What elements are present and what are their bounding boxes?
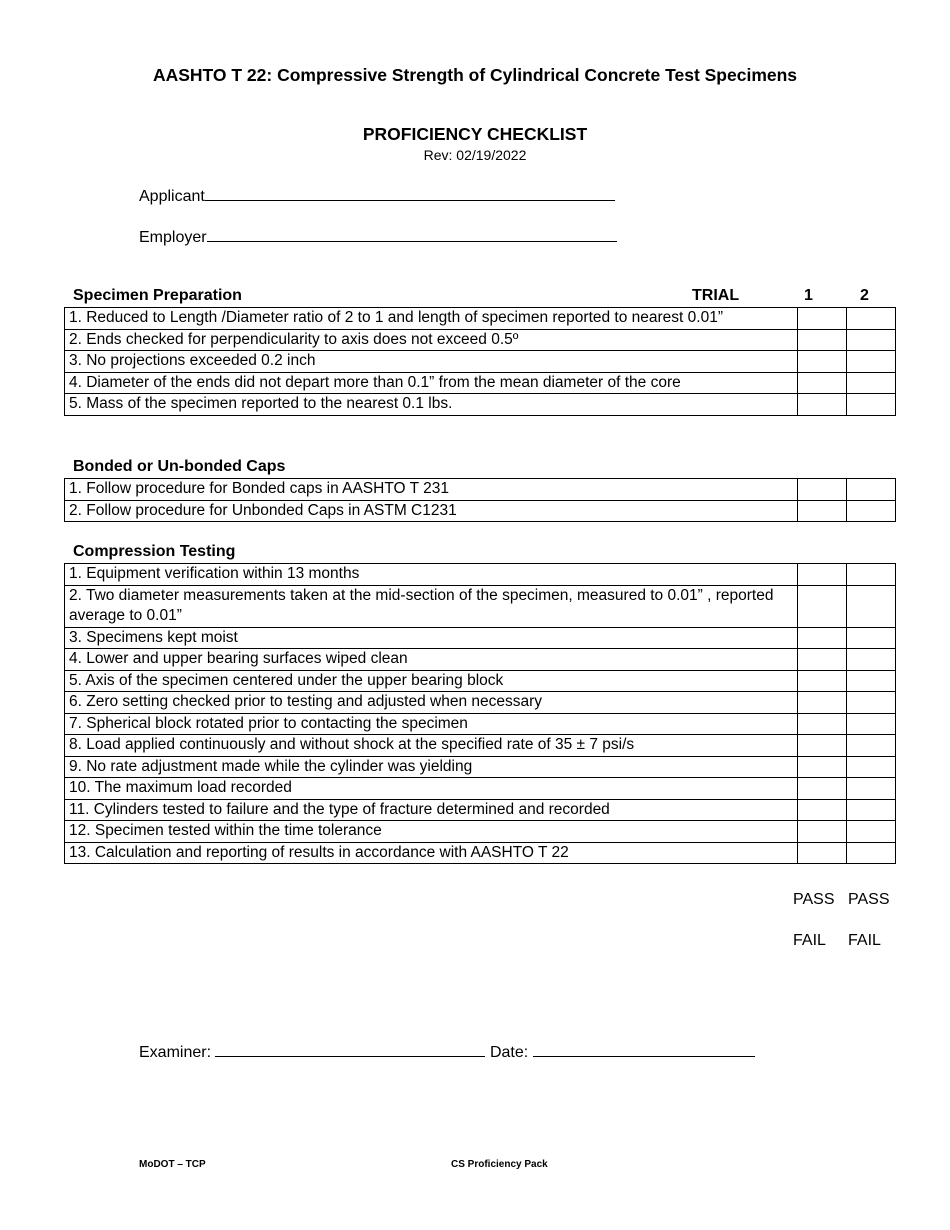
item-label: 9. No rate adjustment made while the cylinder was yielding xyxy=(69,757,473,775)
trial-2-checkbox[interactable] xyxy=(847,713,896,735)
trial-2-checkbox[interactable] xyxy=(847,670,896,692)
table-row xyxy=(65,778,896,800)
item-label: 3. Specimens kept moist xyxy=(69,628,238,646)
document-title: AASHTO T 22: Compressive Strength of Cylindrical Concrete Test Specimens xyxy=(152,65,798,85)
item-text xyxy=(65,821,798,843)
trial-2-checkbox[interactable] xyxy=(847,479,896,501)
table-row xyxy=(65,756,896,778)
table-row xyxy=(65,372,896,394)
item-label: 5. Mass of the specimen reported to the nearest 0.1 lbs. xyxy=(69,395,453,412)
trial-2-checkbox[interactable] xyxy=(847,821,896,843)
item-label: 11. Cylinders tested to failure and the type of fracture determined and recorded xyxy=(69,800,610,818)
trial-1-pass[interactable]: PASS xyxy=(793,891,835,908)
trial-2-checkbox[interactable] xyxy=(847,627,896,649)
table-row xyxy=(65,799,896,821)
item-label: 6. Zero setting checked prior to testing and adjusted when necessary xyxy=(69,693,543,710)
table-row xyxy=(65,351,896,373)
trial-2-checkbox[interactable] xyxy=(847,394,896,416)
applicant-field[interactable] xyxy=(139,186,615,206)
trial-1-checkbox[interactable] xyxy=(798,649,847,671)
trial-2-checkbox[interactable] xyxy=(847,649,896,671)
item-text xyxy=(65,394,798,416)
footer-left: MoDOT – TCP xyxy=(139,1159,206,1170)
item-text xyxy=(65,500,798,522)
trial-2-checkbox[interactable] xyxy=(847,735,896,757)
trial-2-checkbox[interactable] xyxy=(847,308,896,330)
trial-1-checkbox[interactable] xyxy=(798,564,847,586)
examiner-line[interactable] xyxy=(215,1042,485,1057)
item-label: 2. Follow procedure for Unbonded Caps in ASTM C1231 xyxy=(69,501,457,519)
item-text xyxy=(65,585,798,627)
examiner-field[interactable] xyxy=(139,1042,755,1062)
trial-2-pass[interactable]: PASS xyxy=(848,891,890,908)
trial-1-checkbox[interactable] xyxy=(798,308,847,330)
trial-2-checkbox[interactable] xyxy=(847,842,896,864)
trial-1-checkbox[interactable] xyxy=(798,394,847,416)
item-text xyxy=(65,735,798,757)
item-text xyxy=(65,308,798,330)
item-text xyxy=(65,351,798,373)
table-row xyxy=(65,649,896,671)
table-row xyxy=(65,670,896,692)
item-text xyxy=(65,692,798,714)
trial-1-checkbox[interactable] xyxy=(798,670,847,692)
item-text xyxy=(65,479,798,501)
date-label: Date: xyxy=(489,1044,529,1061)
section-heading-caps: Bonded or Un-bonded Caps xyxy=(73,458,286,475)
item-text xyxy=(65,756,798,778)
table-row xyxy=(65,308,896,330)
examiner-label: Examiner: xyxy=(139,1044,212,1061)
trial-2-checkbox[interactable] xyxy=(847,756,896,778)
table-row xyxy=(65,394,896,416)
trial-2-checkbox[interactable] xyxy=(847,372,896,394)
item-label: 2. Ends checked for perpendicularity to axis does not exceed 0.5º xyxy=(69,330,519,348)
item-label: 4. Lower and upper bearing surfaces wiped clean xyxy=(69,650,408,667)
trial-label: TRIAL xyxy=(692,287,740,304)
item-text xyxy=(65,842,798,864)
item-text xyxy=(65,329,798,351)
trial-1-checkbox[interactable] xyxy=(798,799,847,821)
trial-2-fail[interactable]: FAIL xyxy=(848,932,881,949)
item-label: 13. Calculation and reporting of results in accordance with AASHTO T 22 xyxy=(69,843,569,861)
trial-1-checkbox[interactable] xyxy=(798,778,847,800)
item-label: 1. Reduced to Length /Diameter ratio of 2 to 1 and length of specimen reported to nearest 0.01” xyxy=(69,309,723,326)
trial-2-checkbox[interactable] xyxy=(847,585,896,627)
item-label: 1. Follow procedure for Bonded caps in AASHTO T 231 xyxy=(69,480,449,497)
section-heading-compression-testing: Compression Testing xyxy=(73,543,236,560)
trial-2-checkbox[interactable] xyxy=(847,500,896,522)
trial-1-checkbox[interactable] xyxy=(798,351,847,373)
item-label: 10. The maximum load recorded xyxy=(69,779,292,796)
trial-1-checkbox[interactable] xyxy=(798,585,847,627)
item-text xyxy=(65,778,798,800)
trial-2-label: 2 xyxy=(860,287,869,304)
compression-testing-table xyxy=(64,563,896,864)
trial-1-checkbox[interactable] xyxy=(798,821,847,843)
checklist-heading: PROFICIENCY CHECKLIST xyxy=(362,124,588,144)
item-label: 7. Spherical block rotated prior to contacting the specimen xyxy=(69,714,468,732)
item-label: 5. Axis of the specimen centered under the upper bearing block xyxy=(69,671,504,689)
item-text xyxy=(65,564,798,586)
trial-1-checkbox[interactable] xyxy=(798,842,847,864)
item-label: 8. Load applied continuously and without shock at the specified rate of 35 ± 7 psi/s xyxy=(69,736,635,753)
trial-1-label: 1 xyxy=(804,287,813,304)
trial-1-checkbox[interactable] xyxy=(798,735,847,757)
table-row xyxy=(65,500,896,522)
applicant-label: Applicant xyxy=(139,188,205,205)
trial-2-checkbox[interactable] xyxy=(847,564,896,586)
trial-1-fail[interactable]: FAIL xyxy=(793,932,826,949)
trial-1-checkbox[interactable] xyxy=(798,372,847,394)
table-row xyxy=(65,329,896,351)
item-text xyxy=(65,799,798,821)
applicant-line[interactable] xyxy=(205,186,615,201)
trial-2-checkbox[interactable] xyxy=(847,329,896,351)
trial-2-checkbox[interactable] xyxy=(847,799,896,821)
trial-1-checkbox[interactable] xyxy=(798,713,847,735)
trial-1-checkbox[interactable] xyxy=(798,756,847,778)
footer-center: CS Proficiency Pack xyxy=(451,1159,548,1170)
table-row xyxy=(65,564,896,586)
employer-field[interactable] xyxy=(139,227,617,247)
item-label: 2. Two diameter measurements taken at the mid-section of the specimen, measured to 0.01” , reported average to 0.01” xyxy=(69,586,774,624)
table-row xyxy=(65,585,896,627)
trial-1-checkbox[interactable] xyxy=(798,500,847,522)
table-row xyxy=(65,627,896,649)
revision-date: Rev: 02/19/2022 xyxy=(423,147,527,163)
table-row xyxy=(65,713,896,735)
trial-1-checkbox[interactable] xyxy=(798,329,847,351)
item-label: 4. Diameter of the ends did not depart more than 0.1” from the mean diameter of the core xyxy=(69,373,681,391)
trial-2-checkbox[interactable] xyxy=(847,351,896,373)
trial-2-checkbox[interactable] xyxy=(847,778,896,800)
trial-1-checkbox[interactable] xyxy=(798,692,847,714)
item-text xyxy=(65,627,798,649)
item-text xyxy=(65,649,798,671)
item-label: 3. No projections exceeded 0.2 inch xyxy=(69,352,316,369)
table-row xyxy=(65,735,896,757)
employer-label: Employer xyxy=(139,229,207,246)
table-row xyxy=(65,479,896,501)
date-line[interactable] xyxy=(533,1042,755,1057)
caps-table xyxy=(64,478,896,522)
table-row xyxy=(65,692,896,714)
item-label: 1. Equipment verification within 13 months xyxy=(69,565,360,582)
item-text xyxy=(65,670,798,692)
section-heading-specimen-preparation: Specimen Preparation xyxy=(73,287,242,304)
item-text xyxy=(65,372,798,394)
specimen-preparation-table xyxy=(64,307,896,416)
item-label: 12. Specimen tested within the time tolerance xyxy=(69,822,382,839)
item-text xyxy=(65,713,798,735)
trial-2-checkbox[interactable] xyxy=(847,692,896,714)
employer-line[interactable] xyxy=(207,227,617,242)
table-row xyxy=(65,821,896,843)
trial-1-checkbox[interactable] xyxy=(798,479,847,501)
table-row xyxy=(65,842,896,864)
trial-1-checkbox[interactable] xyxy=(798,627,847,649)
